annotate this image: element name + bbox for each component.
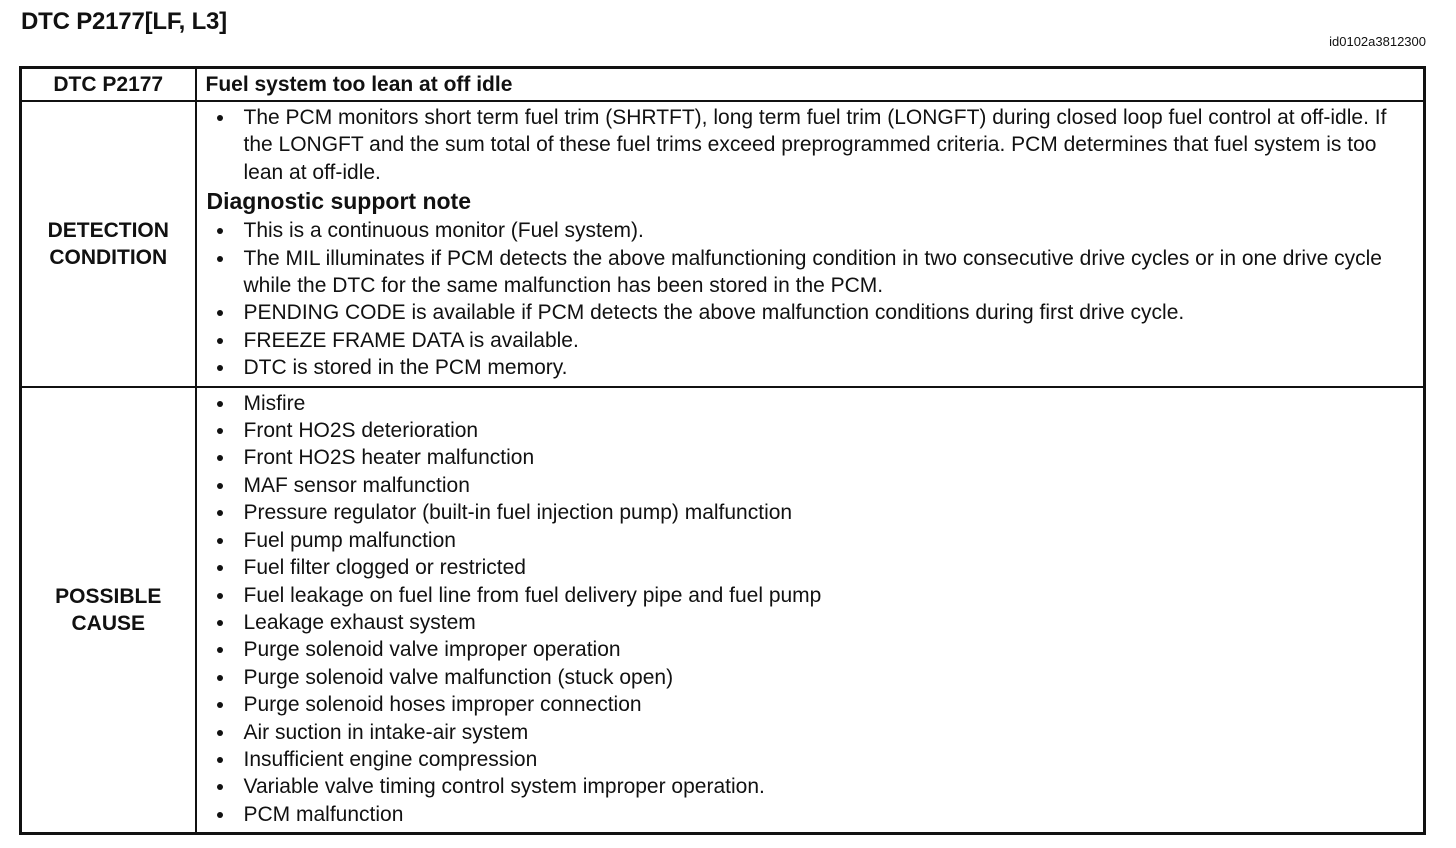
page-title: DTC P2177[LF, L3] [21,8,227,35]
possible-cause-list [207,390,1416,829]
possible-cause-item: PCM malfunction [207,801,1416,828]
possible-cause-item: Fuel leakage on fuel line from fuel delivery pipe and fuel pump [207,582,1416,609]
possible-cause-item: Fuel filter clogged or restricted [207,554,1416,581]
document-id: id0102a3812300 [1329,34,1426,49]
possible-cause-item: MAF sensor malfunction [207,472,1416,499]
possible-cause-item: Purge solenoid valve malfunction (stuck open) [207,664,1416,691]
possible-cause-row [21,387,1425,834]
support-note-item: PENDING CODE is available if PCM detects the above malfunction conditions during first drive cycle. [207,299,1416,326]
detection-list-item: The PCM monitors short term fuel trim (SHRTFT), long term fuel trim (LONGFT) during closed loop fuel control at off-idle. If the LONGFT and the sum total of these fuel trims exceed preprogrammed criteria. PCM determines that fuel system is too lean at off-idle. [207,104,1416,186]
possible-cause-item: Fuel pump malfunction [207,527,1416,554]
detection-condition-row [21,101,1425,387]
table-header-row [21,68,1425,102]
detection-condition-label [21,101,196,387]
possible-cause-item: Air suction in intake-air system [207,719,1416,746]
dtc-code-cell: DTC P2177 [21,68,196,102]
possible-cause-item: Purge solenoid hoses improper connection [207,691,1416,718]
support-note-item: This is a continuous monitor (Fuel system). [207,217,1416,244]
possible-cause-item: Front HO2S deterioration [207,417,1416,444]
detection-condition-content [196,101,1425,387]
possible-cause-item: Variable valve timing control system improper operation. [207,773,1416,800]
possible-cause-item: Misfire [207,390,1416,417]
possible-cause-content [196,387,1425,834]
support-note-heading: Diagnostic support note [206,188,471,215]
support-note-item: The MIL illuminates if PCM detects the above malfunctioning condition in two consecutive drive cycles or in one drive cycle while the DTC for the same malfunction has been stored in the PCM. [207,245,1416,300]
detection-label-line1: DETECTION [47,218,169,242]
detection-label-line2: CONDITION [49,245,168,269]
detection-intro-list [207,104,1416,186]
possible-cause-item: Leakage exhaust system [207,609,1416,636]
dtc-table [19,66,1426,835]
dtc-description-cell: Fuel system too lean at off idle [196,68,1425,102]
possible-cause-item: Front HO2S heater malfunction [207,444,1416,471]
support-note-item: FREEZE FRAME DATA is available. [207,327,1416,354]
cause-label-line1: POSSIBLE [55,584,162,608]
cause-label-line2: CAUSE [71,611,145,635]
possible-cause-item: Pressure regulator (built-in fuel injection pump) malfunction [207,499,1416,526]
possible-cause-item: Purge solenoid valve improper operation [207,636,1416,663]
possible-cause-item: Insufficient engine compression [207,746,1416,773]
possible-cause-label [21,387,196,834]
support-note-list [207,217,1416,381]
support-note-item: DTC is stored in the PCM memory. [207,354,1416,381]
